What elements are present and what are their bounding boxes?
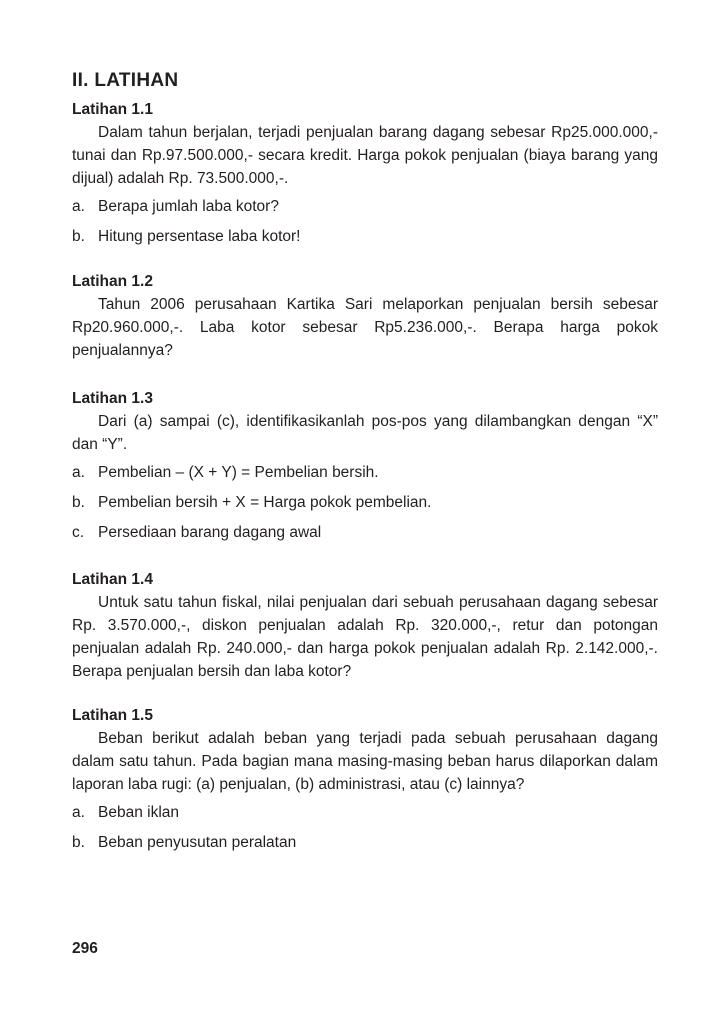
exercise-title: Latihan 1.3: [72, 390, 153, 407]
list-item: [72, 196, 658, 218]
exercise-questions: [72, 196, 658, 248]
exercise-paragraph: Dari (a) sampai (c), identifikasikanlah pos-pos yang dilambangkan dengan “X” dan “Y”.: [72, 413, 658, 453]
list-item: [72, 832, 658, 854]
exercise-1-2: [72, 272, 658, 362]
exercise-title: Latihan 1.4: [72, 571, 153, 588]
list-text: Beban penyusutan peralatan: [98, 834, 297, 851]
list-item: [72, 802, 658, 824]
list-marker: a.: [72, 804, 85, 821]
list-item: [72, 492, 658, 514]
list-marker: b.: [72, 494, 85, 511]
exercise-questions: [72, 462, 658, 544]
list-text: Berapa jumlah laba kotor?: [98, 198, 279, 215]
list-marker: b.: [72, 228, 85, 245]
list-item: [72, 226, 658, 248]
list-text: Pembelian bersih + X = Harga pokok pembelian.: [98, 494, 432, 511]
list-marker: a.: [72, 464, 85, 481]
exercise-title: Latihan 1.5: [72, 707, 153, 724]
list-marker: a.: [72, 198, 85, 215]
list-marker: b.: [72, 834, 85, 851]
exercise-1-4: [72, 570, 658, 683]
page-number: 296: [72, 940, 98, 957]
list-item: [72, 462, 658, 484]
exercise-title: Latihan 1.1: [72, 101, 153, 118]
chapter-heading: II. LATIHAN: [72, 70, 179, 91]
exercise-1-3: [72, 389, 658, 552]
exercise-paragraph: Beban berikut adalah beban yang terjadi pada sebuah perusahaan dagang dalam satu tahun. Pada bagian mana masing-masing beban harus dilaporkan dalam laporan laba rugi: (a) penjualan, (b) administrasi, atau (c) lainnya?: [72, 730, 658, 793]
list-text: Pembelian – (X + Y) = Pembelian bersih.: [98, 464, 379, 481]
list-text: Hitung persentase laba kotor!: [98, 228, 301, 245]
exercise-paragraph: Dalam tahun berjalan, terjadi penjualan barang dagang sebesar Rp25.000.000,- tunai dan Rp.97.500.000,- secara kredit. Harga pokok penjualan (biaya barang yang dijual) adalah Rp. 73.500.000,-.: [72, 124, 658, 187]
list-text: Beban iklan: [98, 804, 180, 821]
exercise-paragraph: Tahun 2006 perusahaan Kartika Sari melaporkan penjualan bersih sebesar Rp20.960.000,-. Laba kotor sebesar Rp5.236.000,-. Berapa harga pokok penjualannya?: [72, 296, 658, 359]
list-item: [72, 522, 658, 544]
exercise-1-5: [72, 706, 658, 862]
exercise-title: Latihan 1.2: [72, 273, 153, 290]
list-marker: c.: [72, 524, 85, 541]
exercise-questions: [72, 802, 658, 854]
exercise-paragraph: Untuk satu tahun fiskal, nilai penjualan dari sebuah perusahaan dagang sebesar Rp. 3.570.000,-, diskon penjualan adalah Rp. 320.000,-, retur dan potongan penjualan adalah Rp. 240.000,- dan harga pokok penjualan adalah Rp. 2.142.000,-. Berapa penjualan bersih dan laba kotor?: [72, 594, 658, 680]
list-text: Persediaan barang dagang awal: [98, 524, 322, 541]
exercise-1-1: [72, 100, 658, 256]
